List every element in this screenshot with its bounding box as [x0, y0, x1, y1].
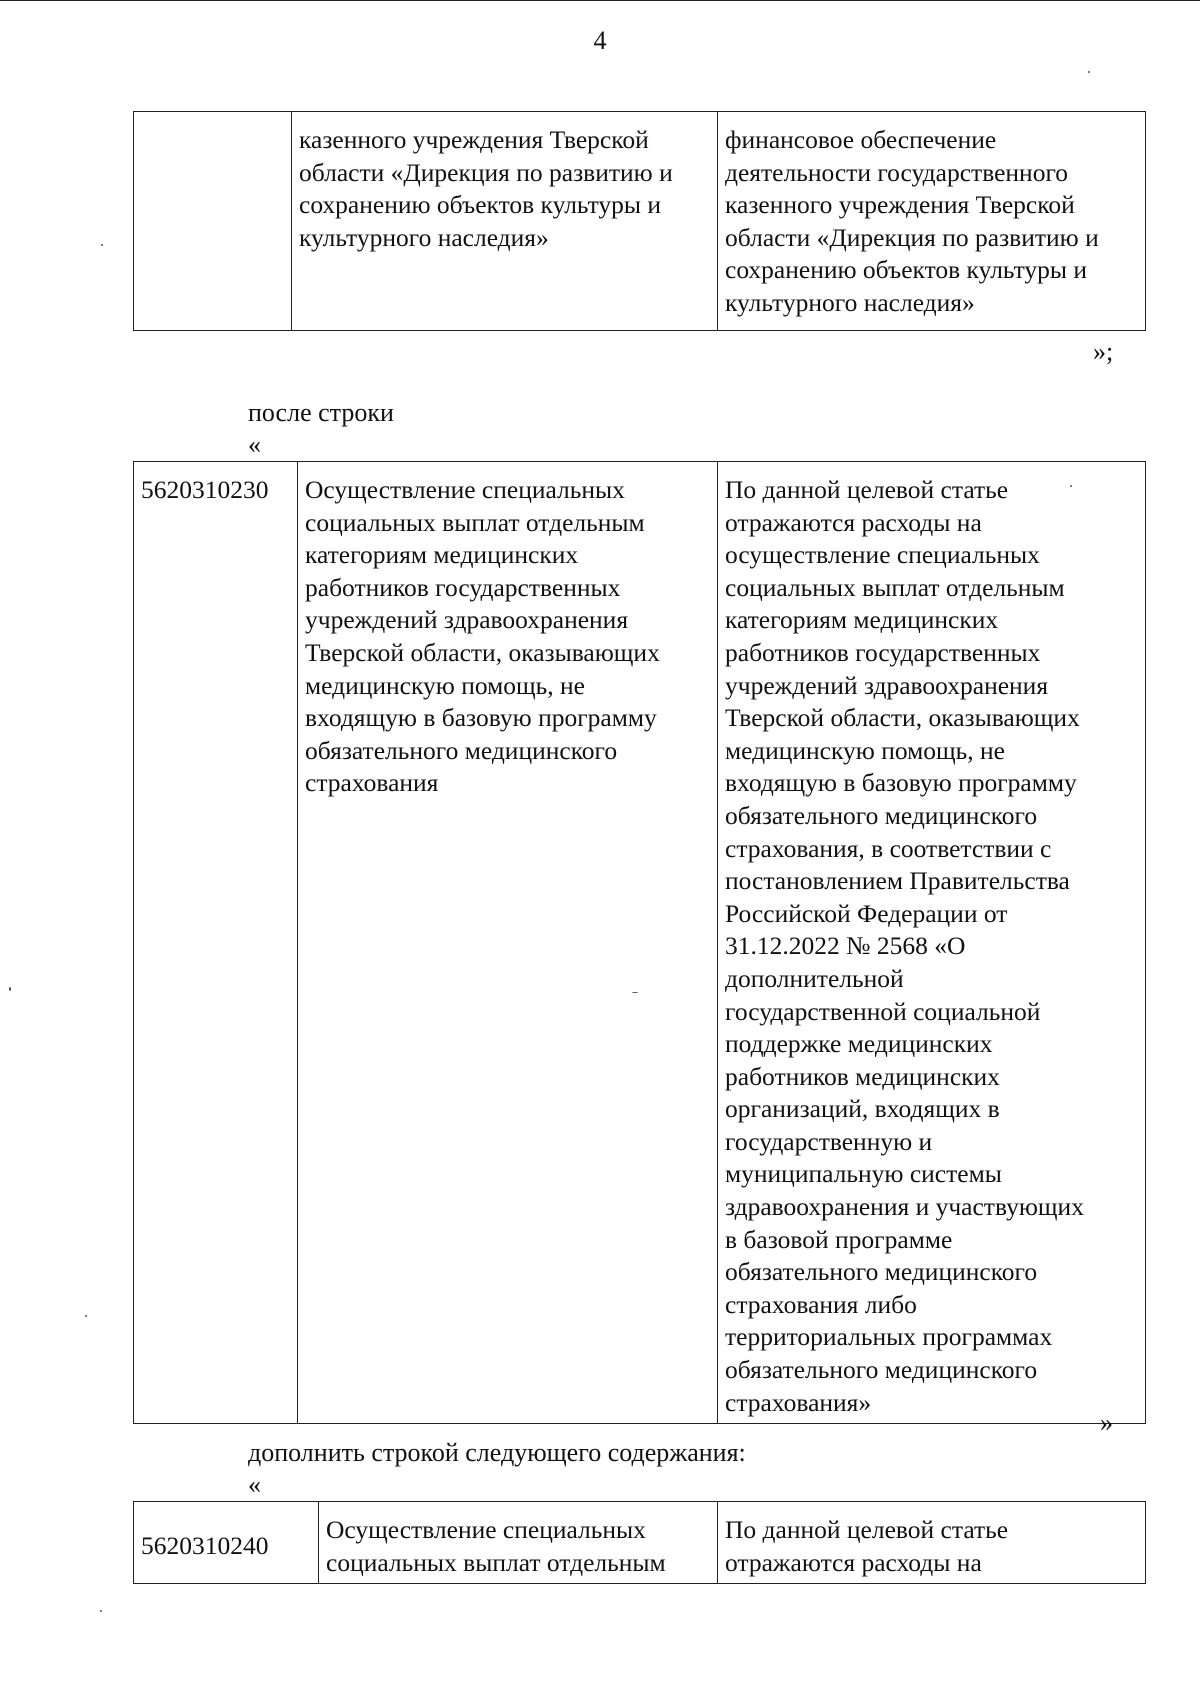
description-line: страхования либо	[725, 1289, 917, 1319]
table-row	[134, 112, 1146, 331]
code-text: 5620310230	[141, 475, 269, 504]
open-quote: «	[248, 430, 261, 459]
scan-speck	[85, 1315, 87, 1317]
page-number: 4	[593, 26, 607, 55]
name-line: культурного наследия»	[299, 222, 549, 252]
name-cell	[298, 462, 718, 1424]
description-line: осуществление специальных	[725, 540, 1040, 570]
description-line: здравоохранения и участвующих	[725, 1192, 1084, 1222]
description-line: отражаются расходы на	[725, 1547, 982, 1577]
description-cell	[718, 112, 1146, 331]
description-line: деятельности государственного	[725, 157, 1069, 187]
scan-speck	[1088, 71, 1090, 73]
description-line: Российской Федерации от	[725, 898, 1008, 928]
description-line: 31.12.2022 № 2568 «О	[725, 931, 966, 961]
description-line: муниципальную системы	[725, 1159, 1002, 1189]
description-line: категориям медицинских	[725, 605, 999, 635]
scan-speck	[100, 1610, 102, 1612]
description-line: работников медицинских	[725, 1061, 1000, 1091]
description-line: государственную и	[725, 1126, 933, 1156]
description-line: социальных выплат отдельным	[725, 572, 1065, 602]
name-line: Осуществление специальных	[326, 1515, 646, 1544]
description-line: постановлением Правительства	[725, 866, 1070, 896]
name-line: Осуществление специальных	[305, 475, 625, 504]
description-line: казенного учреждения Тверской	[725, 190, 1075, 220]
description-cell	[718, 462, 1146, 1424]
section-label-add-row: дополнить строкой следующего содержания:	[248, 1438, 746, 1467]
description-line: территориальных программах	[725, 1322, 1053, 1352]
name-cell	[319, 1502, 718, 1584]
name-line: работников государственных	[305, 572, 621, 602]
code-cell	[134, 462, 298, 1424]
description-line: учреждений здравоохранения	[725, 670, 1049, 700]
description-line: обязательного медицинского	[725, 800, 1038, 830]
name-cell	[292, 112, 718, 331]
code-cell	[134, 1502, 319, 1584]
name-line: Тверской области, оказывающих	[305, 637, 660, 667]
description-line: отражаются расходы на	[725, 507, 982, 537]
table-row	[134, 462, 1146, 1424]
table-row-5620310240	[133, 1501, 1146, 1584]
table-row-5620310230	[133, 461, 1146, 1424]
description-line: По данной целевой статье	[725, 1515, 1009, 1544]
description-line: культурного наследия»	[725, 287, 975, 317]
name-line: социальных выплат отдельным	[305, 507, 645, 537]
scan-speck	[632, 992, 638, 993]
name-line: области «Дирекция по развитию и	[299, 157, 673, 187]
section-label-after-row: после строки	[248, 398, 394, 427]
description-line: в базовой программе	[725, 1224, 953, 1254]
description-line: входящую в базовую программу	[725, 768, 1077, 798]
description-line: обязательного медицинского	[725, 1257, 1038, 1287]
table-row	[134, 1502, 1146, 1584]
description-line: государственной социальной	[725, 996, 1041, 1026]
description-line: Тверской области, оказывающих	[725, 703, 1080, 733]
table-continuation	[133, 111, 1146, 331]
code-text: 5620310240	[141, 1531, 269, 1561]
name-line: сохранению объектов культуры и	[299, 190, 662, 220]
scan-speck	[101, 244, 103, 246]
name-line: учреждений здравоохранения	[305, 605, 629, 635]
description-line: По данной целевой статье	[725, 475, 1009, 504]
description-line: страхования»	[725, 1387, 872, 1417]
description-line: медицинскую помощь, не	[725, 735, 1005, 765]
description-line: работников государственных	[725, 637, 1041, 667]
name-line: обязательного медицинского	[305, 735, 618, 765]
code-cell	[134, 112, 292, 331]
name-line: медицинскую помощь, не	[305, 670, 585, 700]
open-quote: «	[248, 1470, 261, 1499]
name-line: категориям медицинских	[305, 540, 579, 570]
closing-quote-semicolon: »;	[1093, 337, 1114, 366]
page-top-edge	[0, 0, 1200, 1]
name-line: казенного учреждения Тверской	[299, 125, 649, 154]
description-line: финансовое обеспечение	[725, 125, 997, 154]
description-line: поддержке медицинских	[725, 1029, 993, 1059]
name-line: социальных выплат отдельным	[326, 1547, 666, 1577]
description-line: сохранению объектов культуры и	[725, 255, 1088, 285]
name-line: страхования	[305, 768, 439, 798]
closing-quote: »	[1100, 1408, 1113, 1437]
name-line: входящую в базовую программу	[305, 703, 657, 733]
description-line: обязательного медицинского	[725, 1355, 1038, 1385]
description-line: страхования, в соответствии с	[725, 833, 1052, 863]
description-line: дополнительной	[725, 963, 904, 993]
scan-speck	[9, 987, 11, 991]
scan-speck	[1070, 485, 1072, 487]
description-line: области «Дирекция по развитию и	[725, 222, 1099, 252]
description-cell	[718, 1502, 1146, 1584]
description-line: организаций, входящих в	[725, 1094, 1000, 1124]
